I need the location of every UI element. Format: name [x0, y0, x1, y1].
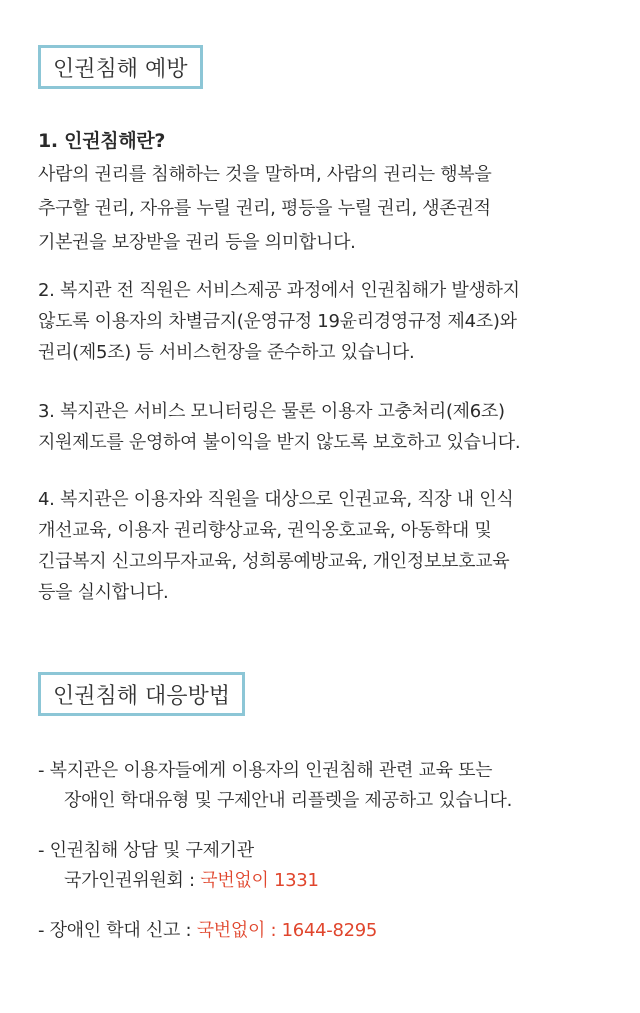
response-line: - 인권침해 상담 및 구제기관: [38, 840, 254, 861]
item-line: 2. 복지관 전 직원은 서비스제공 과정에서 인권침해가 발생하지: [38, 280, 520, 301]
item-heading: 1. 인권침해란?: [38, 130, 166, 152]
item-line: 개선교육, 이용자 권리향상교육, 권익옹호교육, 아동학대 및: [38, 520, 492, 541]
response-item-abuse-report: [38, 916, 608, 946]
item-line: 긴급복지 신고의무자교육, 성희롱예방교육, 개인정보보호교육: [38, 551, 510, 572]
item-monitoring: [38, 396, 608, 458]
counsel-org-label: 국가인권위원회 :: [64, 870, 201, 891]
item-line: 사람의 권리를 침해하는 것을 말하며, 사람의 권리는 행복을: [38, 164, 492, 185]
abuse-report-label: - 장애인 학대 신고 :: [38, 920, 197, 941]
response-item-leaflet: [38, 756, 608, 816]
section-title-prevention: 인권침해 예방: [38, 45, 203, 89]
item-line: 않도록 이용자의 차별금지(운영규정 19윤리경영규정 제4조)와: [38, 311, 517, 332]
item-staff-compliance: [38, 275, 608, 368]
abuse-report-line: [38, 916, 608, 946]
item-line: 기본권을 보장받을 권리 등을 의미합니다.: [38, 232, 356, 253]
item-definition: [38, 124, 608, 260]
item-line: 지원제도를 운영하여 불이익을 받지 않도록 보호하고 있습니다.: [38, 432, 521, 453]
item-line: 등을 실시합니다.: [38, 582, 169, 603]
response-line: - 복지관은 이용자들에게 이용자의 인권침해 관련 교육 또는: [38, 760, 493, 781]
item-line: 4. 복지관은 이용자와 직원을 대상으로 인권교육, 직장 내 인식: [38, 489, 514, 510]
counsel-phone: 국번없이 1331: [200, 870, 319, 891]
abuse-report-phone: 국번없이 : 1644-8295: [196, 920, 378, 941]
item-line: 추구할 권리, 자유를 누릴 권리, 평등을 누릴 권리, 생존권적: [38, 198, 491, 219]
section-title-response: 인권침해 대응방법: [38, 672, 245, 716]
response-line: 장애인 학대유형 및 구제안내 리플렛을 제공하고 있습니다.: [64, 790, 513, 811]
item-education: [38, 484, 608, 608]
response-item-counsel: [38, 836, 608, 896]
item-line: 권리(제5조) 등 서비스헌장을 준수하고 있습니다.: [38, 342, 415, 363]
item-line: 3. 복지관은 서비스 모니터링은 물론 이용자 고충처리(제6조): [38, 401, 505, 422]
counsel-org-line: [38, 866, 608, 896]
